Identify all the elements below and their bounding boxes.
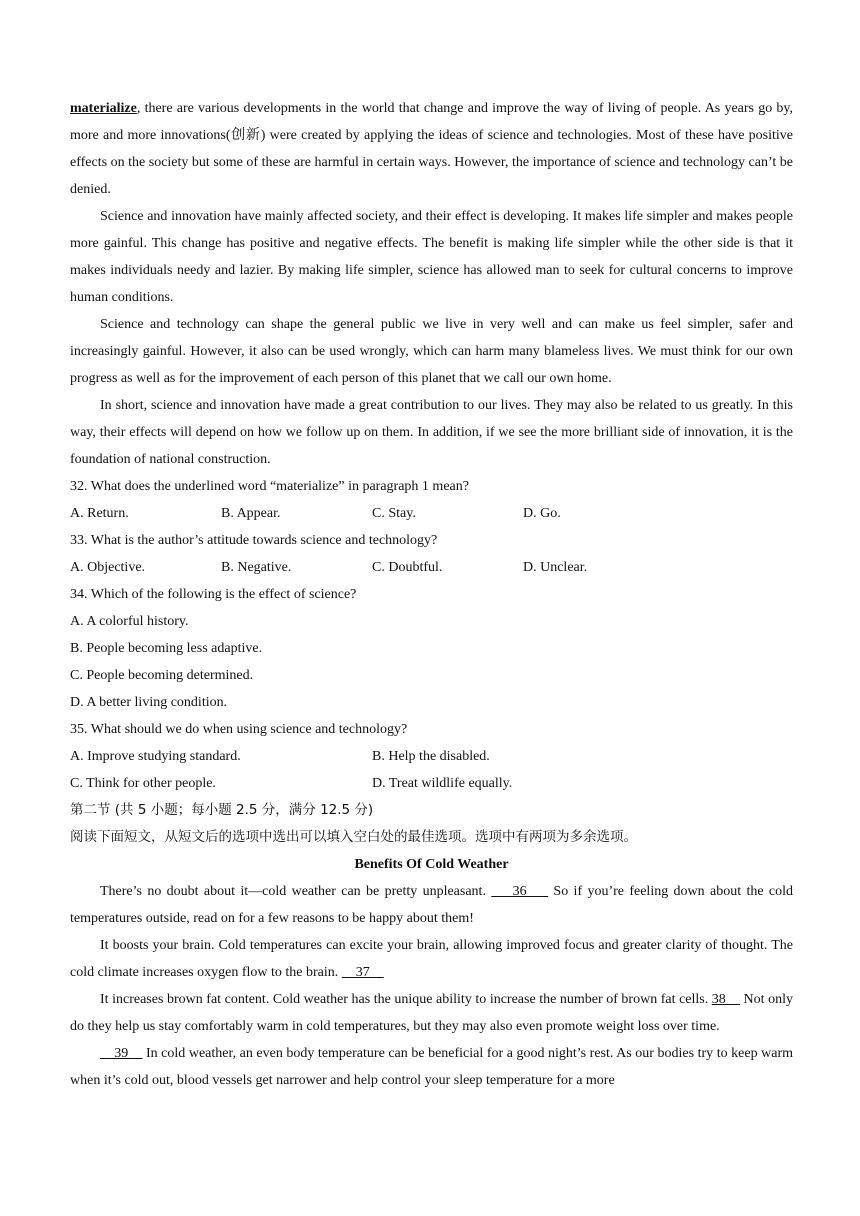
option-d: D. Go. (523, 506, 561, 521)
exam-page (70, 95, 793, 1094)
option-b: B. People becoming less adaptive. (70, 641, 263, 656)
question-35-options-row-1 (70, 743, 793, 770)
cloze-paragraph-3: It increases brown fat content. Cold weather has the unique ability to increase the number of brown fat cells. 38 Not only do they help us stay comfortably warm in cold temperatures, but they may also even promote weight loss over time. (70, 992, 793, 1034)
question-35-stem: 35. What should we do when using science and technology? (70, 722, 408, 737)
option-a: A. A colorful history. (70, 614, 189, 629)
option-b: B. Appear. (221, 506, 281, 521)
blank-39: 39 (100, 1046, 143, 1061)
option-b: B. Help the disabled. (372, 749, 490, 764)
section-header: 第二节 (共 5 小题；每小题 2.5 分，满分 12.5 分) (70, 802, 374, 818)
blank-37: 37 (341, 965, 384, 980)
passage-paragraph-1: materialize, there are various developments in the world that change and improve the way of living of people. As years go by, more and more innovations(创新) were created by applying the ideas of science and technologies. Most of these have positive effects on the society but some of these are harmful in certain ways. However, the importance of science and technology can’t be denied. (70, 101, 793, 197)
cloze-paragraph-2: It boosts your brain. Cold temperatures can excite your brain, allowing improved focus and greater clarity of thought. The cold climate increases oxygen flow to the brain. 37 (70, 938, 793, 980)
option-d: D. Treat wildlife equally. (372, 776, 513, 791)
question-34-stem: 34. Which of the following is the effect of science? (70, 587, 357, 602)
passage-title: Benefits Of Cold Weather (354, 857, 509, 872)
question-33-options (70, 554, 793, 581)
option-c: C. People becoming determined. (70, 668, 254, 683)
passage-paragraph-4: In short, science and innovation have made a great contribution to our lives. They may also be related to us greatly. In this way, their effects will depend on how we follow up on them. In addition, if we see the more brilliant side of innovation, it is the foundation of national construction. (70, 398, 793, 467)
question-35-options-row-2 (70, 770, 793, 797)
blank-36: 36 (491, 884, 549, 899)
option-a: A. Return. (70, 506, 129, 521)
option-c: C. Doubtful. (372, 560, 443, 575)
question-32-stem: 32. What does the underlined word “materialize” in paragraph 1 mean? (70, 479, 469, 494)
passage-paragraph-2: Science and innovation have mainly affected society, and their effect is developing. It makes life simpler and makes people more gainful. This change has positive and negative effects. The benefit is making life simpler while the other side is that it makes individuals needy and lazier. By making life simpler, science has allowed man to seek for cultural concerns to improve human conditions. (70, 209, 793, 305)
underlined-word: materialize (70, 101, 137, 116)
section-instruction: 阅读下面短文，从短文后的选项中选出可以填入空白处的最佳选项。选项中有两项为多余选项。 (70, 829, 637, 845)
option-c: C. Stay. (372, 506, 416, 521)
question-32-options (70, 500, 793, 527)
option-d: D. A better living condition. (70, 695, 228, 710)
cloze-paragraph-4: 39 In cold weather, an even body temperature can be beneficial for a good night’s rest. As our bodies try to keep warm when it’s cold out, blood vessels get narrower and help control your sleep temperature for a more (70, 1046, 793, 1088)
cloze-paragraph-1: There’s no doubt about it—cold weather can be pretty unpleasant. 36 So if you’re feeling down about the cold temperatures outside, read on for a few reasons to be happy about them! (70, 884, 794, 926)
option-a: A. Objective. (70, 560, 146, 575)
option-c: C. Think for other people. (70, 776, 216, 791)
question-33-stem: 33. What is the author’s attitude towards science and technology? (70, 533, 438, 548)
option-a: A. Improve studying standard. (70, 749, 241, 764)
blank-38: 38 (711, 992, 740, 1007)
passage-paragraph-3: Science and technology can shape the general public we live in very well and can make us feel simpler, safer and increasingly gainful. However, it also can be used wrongly, which can harm many blameless lives. We must think for our own progress as well as for the improvement of each person of this planet that we call our own home. (70, 317, 793, 386)
option-d: D. Unclear. (523, 560, 588, 575)
option-b: B. Negative. (221, 560, 292, 575)
